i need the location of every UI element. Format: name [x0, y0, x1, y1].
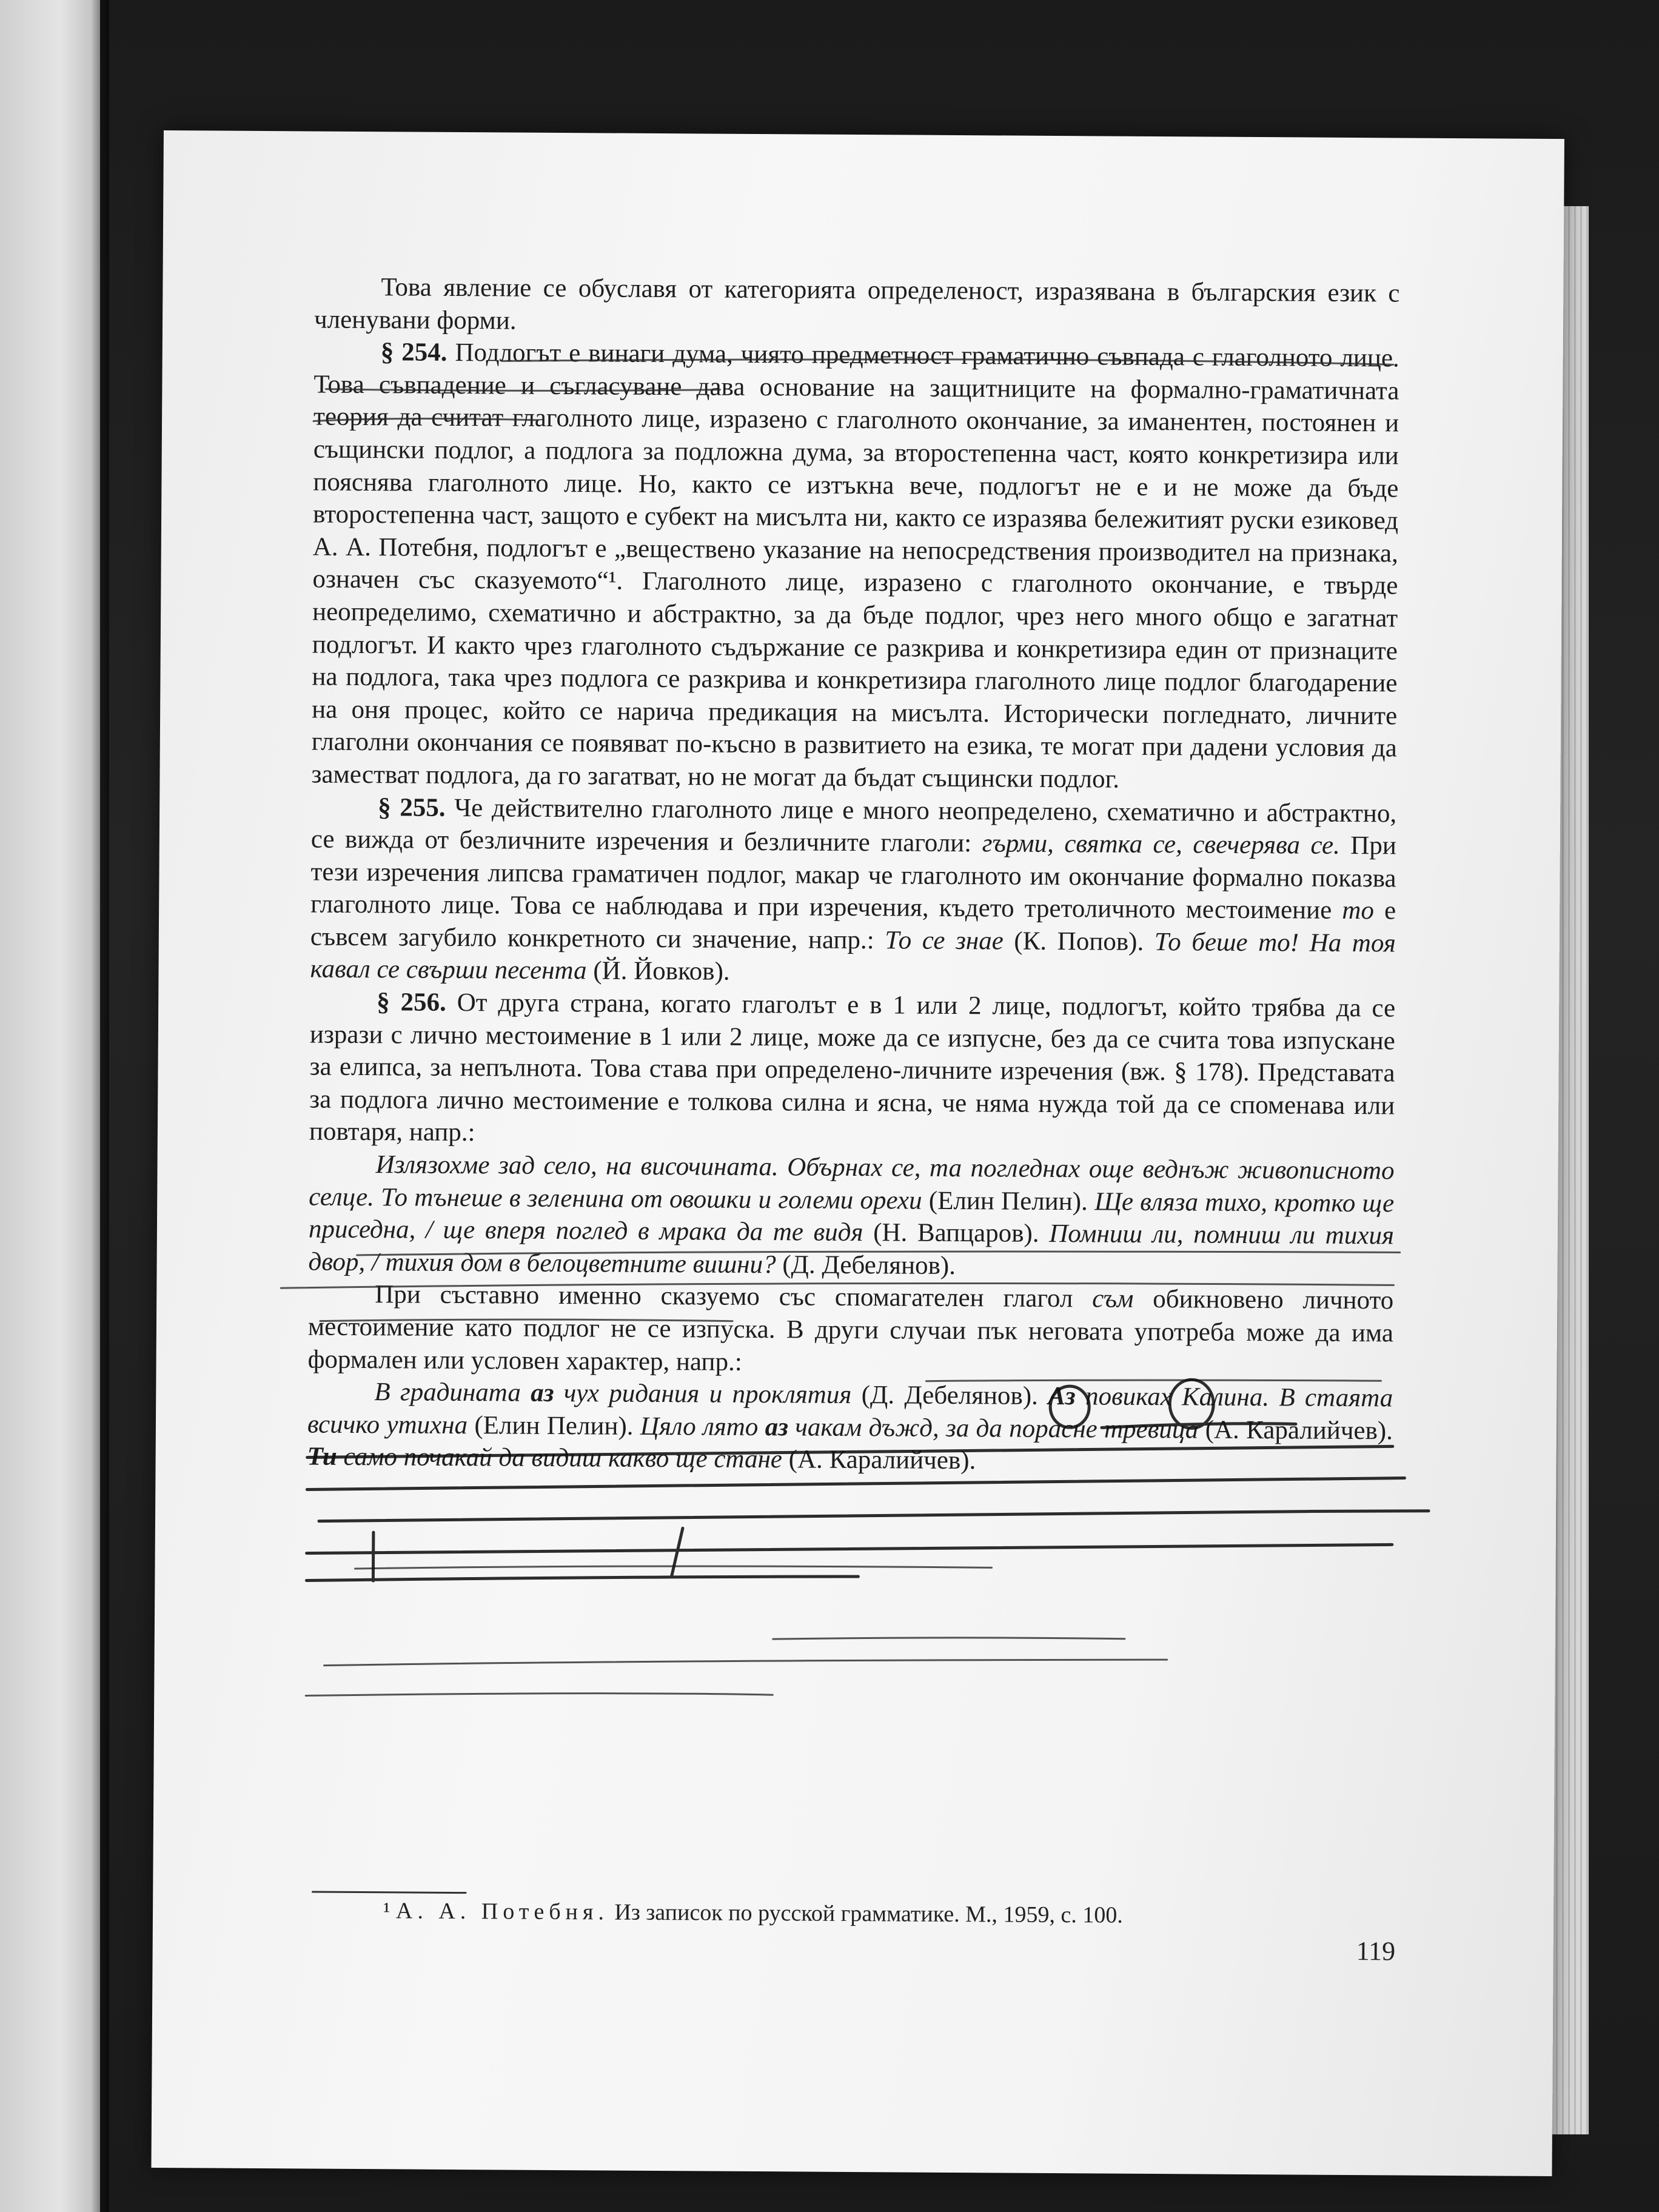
- example-italic: то: [1342, 896, 1375, 925]
- underline-mark: [355, 1564, 992, 1573]
- paragraph-256: [309, 986, 1396, 1155]
- example-block-1: [308, 1148, 1394, 1285]
- example-italic: Излязохме зад село, на височината. Обърнах се, та погледнах още веднъж живописното селце. То тънеше в зеленина от овошки и големи орехи: [309, 1150, 1395, 1215]
- example-block-2: [307, 1376, 1393, 1480]
- paragraph-254: [311, 336, 1399, 797]
- example-bold: аз: [531, 1378, 554, 1408]
- example-italic: повиках Калина. В стаята всичко утихна: [307, 1382, 1393, 1439]
- example-italic: То беше то! На тоя кавал се свърши песента: [310, 927, 1396, 985]
- adjacent-page-edge: [0, 0, 100, 2212]
- example-italic: Ще вляза тихо, кротко ще приседна, / ще вперя поглед в мрака да те видя: [308, 1187, 1395, 1247]
- paragraph-text: Че действително глаголното лице е много неопределено, схематично и абстрактно, се вижда от безличните изречения и безличните глаголи:: [310, 793, 1397, 858]
- paragraph-text: (К. Попов).: [1003, 927, 1155, 956]
- example-bold: Ти: [307, 1442, 337, 1472]
- paragraph-text: Това явление се обуславя от категорията определеност, изразявана в българския език с членувани форми.: [313, 273, 1400, 335]
- footnote-divider: [312, 1891, 466, 1894]
- example-source: (А. Каралийчев).: [1198, 1415, 1393, 1446]
- example-bold: аз: [765, 1412, 789, 1442]
- paragraph-text: От друга страна, когато глаголът е в 1 или 2 лице, подлогът, който трябва да се изрази с лично местоимение в 1 или 2 лице, може да се изпусне, без да се счита това изпускане за елипса, за непълнота. Това става при определено-личните изречения (вж. § 178). Представата за подлога лично местоимение е толкова силна и ясна, че няма нужда той да се споменава или повтаря, напр.:: [309, 988, 1396, 1147]
- page-body-text: [307, 271, 1399, 1480]
- book-page: [151, 130, 1564, 2176]
- footnote-author: А. А. Потебня.: [395, 1898, 609, 1925]
- example-bold: Аз: [1048, 1382, 1076, 1411]
- page-number: 119: [1356, 1936, 1396, 1966]
- example-source: (Д. Дебелянов).: [776, 1250, 956, 1280]
- section-number: § 254.: [380, 338, 447, 367]
- example-italic: В градината: [374, 1378, 531, 1407]
- example-source: (Н. Вапцаров).: [863, 1218, 1050, 1248]
- pen-underline: [319, 1504, 1429, 1528]
- paragraph-compound-predicate: [307, 1278, 1393, 1382]
- pen-bracket: [671, 1528, 682, 1577]
- example-italic: чакам дъжд, за да порасне тревица: [788, 1413, 1199, 1444]
- example-italic: съм: [1092, 1284, 1134, 1314]
- example-source: (Д. Дебелянов).: [851, 1381, 1048, 1411]
- example-source: (Елин Пелин).: [467, 1410, 641, 1441]
- section-number: § 255.: [378, 793, 446, 822]
- section-number: § 256.: [377, 988, 446, 1017]
- pen-underline: [306, 1573, 858, 1584]
- example-italic: гърми, святка се, свечерява се.: [982, 829, 1340, 860]
- underline-mark: [773, 1637, 1125, 1641]
- example-italic: чух ридания и проклятия: [554, 1379, 852, 1410]
- underline-mark: [324, 1655, 1167, 1671]
- paragraph-intro: [314, 271, 1400, 343]
- example-source: (Елин Пелин).: [922, 1186, 1095, 1216]
- footnote: [383, 1897, 1123, 1928]
- footnote-text: Из записок по русской грамматике. М., 1959, с. 100.: [608, 1899, 1123, 1928]
- example-italic: То се знае: [885, 926, 1004, 956]
- pen-underline: [307, 1538, 1392, 1560]
- paragraph-text: При съставно именно сказуемо със спомагателен глагол: [375, 1280, 1093, 1313]
- example-source: (А. Каралийчев).: [782, 1445, 976, 1475]
- example-italic: само почакай да видиш какво ще стане: [337, 1443, 783, 1474]
- paragraph-text: Подлогът е винаги дума, чиято предметност граматично съвпада с глаголното лице. Това съвпадение и съгласуване дава основание на защитниците на формално-граматичната теория да считат глаголното лице, изразено с глаголното окончание, за иманентен, постоянен и същински подлог, а подлога за подложна дума, за второстепенна част, която конкретизира или пояснява глаголното лице. Но, както се изтъкна вече, подлогът не е и не може да бъде второстепенна част, защото е субект на мисълта ни, както се изразява бележитият руски езиковед А. А. Потебня, подлогът е „веществено указание на непосредствения производител на признака, означен със сказуемото“¹. Глаголното лице, изразено с глаголното окончание, е твърде неопределимо, схематично и абстрактно, за да бъде подлог, чрез него много общо е загатнат подлогът. И както чрез глаголното съдържание се разкрива и конкретизира един от признаците на подлога, така чрез подлога се разкрива и конкретизира глаголното лице подлог благодарение на оня процес, който се нарича предикация на мисълта. Исторически погледнато, личните глаголни окончания се появяват по-късно в развитието на езика, те могат при дадени условия да заместват подлога, да го загатват, но не могат да бъдат същински подлог.: [311, 338, 1399, 794]
- footnote-marker: ¹: [383, 1898, 390, 1924]
- paragraph-text: (Й. Йовков).: [586, 956, 730, 987]
- paragraph-text: е съвсем загубило конкретното си значение, напр.:: [310, 896, 1396, 955]
- example-italic: Помниш ли, помниш ли тихия двор, / тихия дом в белоцветните вишни?: [308, 1219, 1395, 1279]
- example-italic: Цяло лято: [640, 1412, 765, 1441]
- page-shadow: [91, 0, 109, 2212]
- paragraph-text: обикновено личното местоимение като подлог не се изпуска. В други случаи пък неговата употреба може да има формален или условен характер, напр.:: [307, 1285, 1394, 1376]
- underline-mark: [306, 1691, 773, 1698]
- paragraph-text: При тези изречения липсва граматичен подлог, макар че глаголното им окончание формално показва глаголното лице. Това се наблюдава и при изречения, където третоличното местоимение: [310, 831, 1396, 925]
- paragraph-255: [310, 791, 1396, 992]
